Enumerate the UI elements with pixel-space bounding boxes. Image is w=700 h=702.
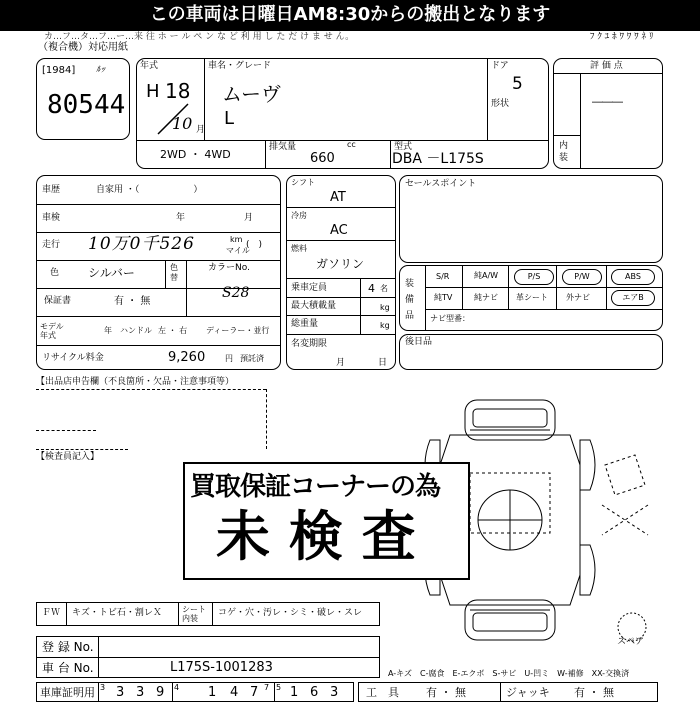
tool-label: 工 具 [366,686,399,699]
displacement-value: 660 [310,151,335,166]
shift-label: シフト [291,178,315,187]
name-label: 車名・グレード [208,61,272,71]
color-no-value: S28 [222,285,250,301]
color-change-label: 色替 [170,263,178,282]
equip-aw: 純A/W [474,271,499,280]
month-value: 10 [172,114,193,133]
rating-value: ――― [592,95,622,108]
weight-unit: kg [380,321,390,330]
top-right-code: ﾌ ｸ ﾕ ﾎ ﾜ ﾜ ﾜ ﾈ ﾘ [590,32,654,42]
inspection-month-unit: 月 [244,213,254,223]
seat-label: シート内装 [182,605,206,623]
mileage-km: km [230,235,243,244]
cert-marker: 5 [276,683,282,692]
model-label: 型式 [394,142,413,152]
fuel-label: 燃料 [291,244,307,253]
equipment-label: 装備品 [405,279,415,321]
fw-label: ＦＷ [42,608,61,618]
capacity-unit: 名 [380,284,388,293]
later-items-label: 後日品 [405,337,433,347]
obscured-note: カ…フ…タ…フ…ー…来 往 ホ ー ル ペ ン な ど 利 用 し た だ け ま せ ん。 [44,32,355,42]
sales-point-label: セールスポイント [405,179,477,189]
interior-label: 内装 [559,141,569,163]
garage-cert-label: 車庫証明用 [40,686,95,699]
lot-number: 80544 [47,90,126,120]
cert-digit: 3 [136,685,145,700]
cert-marker: 3 [100,683,106,692]
navi-model-label: ナビ型番： [430,314,470,323]
jack-label: ジャッキ [506,686,550,699]
shift-value: AT [330,190,346,205]
model-year-unit: 年 [104,326,112,335]
displacement-label: 排気量 [269,142,297,152]
codes-legend: A-キズ C-腐食 E-エクボ S-サビ U-凹ミ W-補修 XX-交換済 [388,669,630,678]
banner-text: この車両は日曜日AM8:30からの搬出となります [149,4,551,25]
mileage-label: 走行 [42,240,61,250]
name-change-day: 日 [378,358,388,368]
equip-leather: 革シート [516,293,548,302]
cert-digits [98,682,354,702]
warranty-value: 有 ・ 無 [114,296,151,307]
car-name: ムーヴ [222,82,281,106]
seat-text: コゲ・穴・汚レ・シミ・破レ・スレ [218,608,363,618]
recycle-value: 9,260 [168,350,206,365]
month-unit: 月 [196,125,206,135]
year-value: 18 [165,79,191,103]
name-change-month: 月 [336,358,346,368]
color-value: シルバー [88,266,135,280]
fuel-value: ガソリン [316,257,365,271]
lot-small-suffix: ﾙｯ [96,65,106,75]
stamp-line1: 買取保証コーナーの為 [190,472,441,502]
lot-small-label: [1984] [42,65,76,76]
combined-form-label: （複合機）対応用紙 [38,42,128,53]
fw-text: キズ・トビ石・割レＸ [72,608,162,618]
spare-label: スペア [617,637,645,647]
chassis-no-value: L175S-1001283 [170,660,273,675]
handle-label: ハンドル [120,326,152,335]
model-value: DBA －L175S [392,151,484,167]
recycle-deposit: 預託済 [240,354,264,363]
cert-digit: 7 [250,685,259,700]
color-label: 色 [50,268,60,278]
tool-value: 有 ・ 無 [426,686,466,699]
year-label: 年式 [140,61,159,71]
cert-digit: 3 [330,685,339,700]
dealer-label: ディーラー・並行 [206,326,270,335]
capacity-value: 4 [368,282,375,295]
cert-digit: 1 [208,685,217,700]
era: H [146,81,160,102]
inspection-year-unit: 年 [176,213,186,223]
jack-value: 有 ・ 無 [574,686,614,699]
capacity-label: 乗車定員 [291,283,328,293]
equip-navi: 純ナビ [474,293,498,302]
mileage-value: 10万0千526 [88,234,195,254]
aircon-label: 冷房 [291,211,307,220]
equip-pw: P/W [562,269,602,285]
cert-digit: 3 [116,685,125,700]
cert-marker: 4 [174,683,180,692]
car-grade: L [224,108,235,129]
inspector-label: 【検査員記入】 [36,452,100,462]
mileage-paren: ( ) [246,240,263,250]
color-no-label: カラーNo. [208,263,250,273]
handle-value: 左 ・ 右 [158,326,188,335]
later-items-box [399,334,663,370]
cc-unit: cc [347,140,356,149]
history-label: 車歴 [42,185,61,195]
door-label: ドア [491,61,509,71]
cert-digit: 1 [290,685,299,700]
mileage-mile: マイル [226,246,250,255]
recycle-label: リサイクル料金 [42,353,104,363]
name-change-label: 名変期限 [291,339,328,349]
warranty-label: 保証書 [44,296,72,306]
stamp-line2: 未 検 査 [216,505,416,568]
load-label: 最大積載量 [291,301,337,311]
equip-sr: S/R [436,272,450,281]
equip-tv: 純TV [434,293,453,302]
load-unit: kg [380,303,390,312]
model-year-label: モデル年式 [40,322,64,340]
cert-digit: 9 [156,685,165,700]
equip-abs: ABS [611,269,655,285]
seller-report-label: 【出品店申告欄（不良箇所・欠品・注意事項等） [36,377,235,387]
equip-ext-navi: 外ナビ [566,293,590,302]
door-count: 5 [512,74,523,94]
cert-digit: 4 [230,685,239,700]
rating-label: 評 価 点 [590,61,623,71]
weight-label: 総重量 [291,319,319,329]
inspection-label: 車検 [42,213,61,223]
recycle-unit: 円 [225,354,233,363]
cert-digit: 6 [310,685,319,700]
history-value: 自家用 ・（ ） [96,185,203,195]
cert-marker: 7 [264,683,270,692]
chassis-no-label: 車 台 No. [42,661,94,675]
drive-options: 2WD ・ 4WD [160,148,231,161]
shape-label: 形状 [491,99,510,109]
reg-no-label: 登 録 No. [42,640,94,654]
equip-ps: P/S [514,269,554,285]
aircon-value: AC [330,223,348,238]
equip-airbag: エアB [611,290,655,306]
